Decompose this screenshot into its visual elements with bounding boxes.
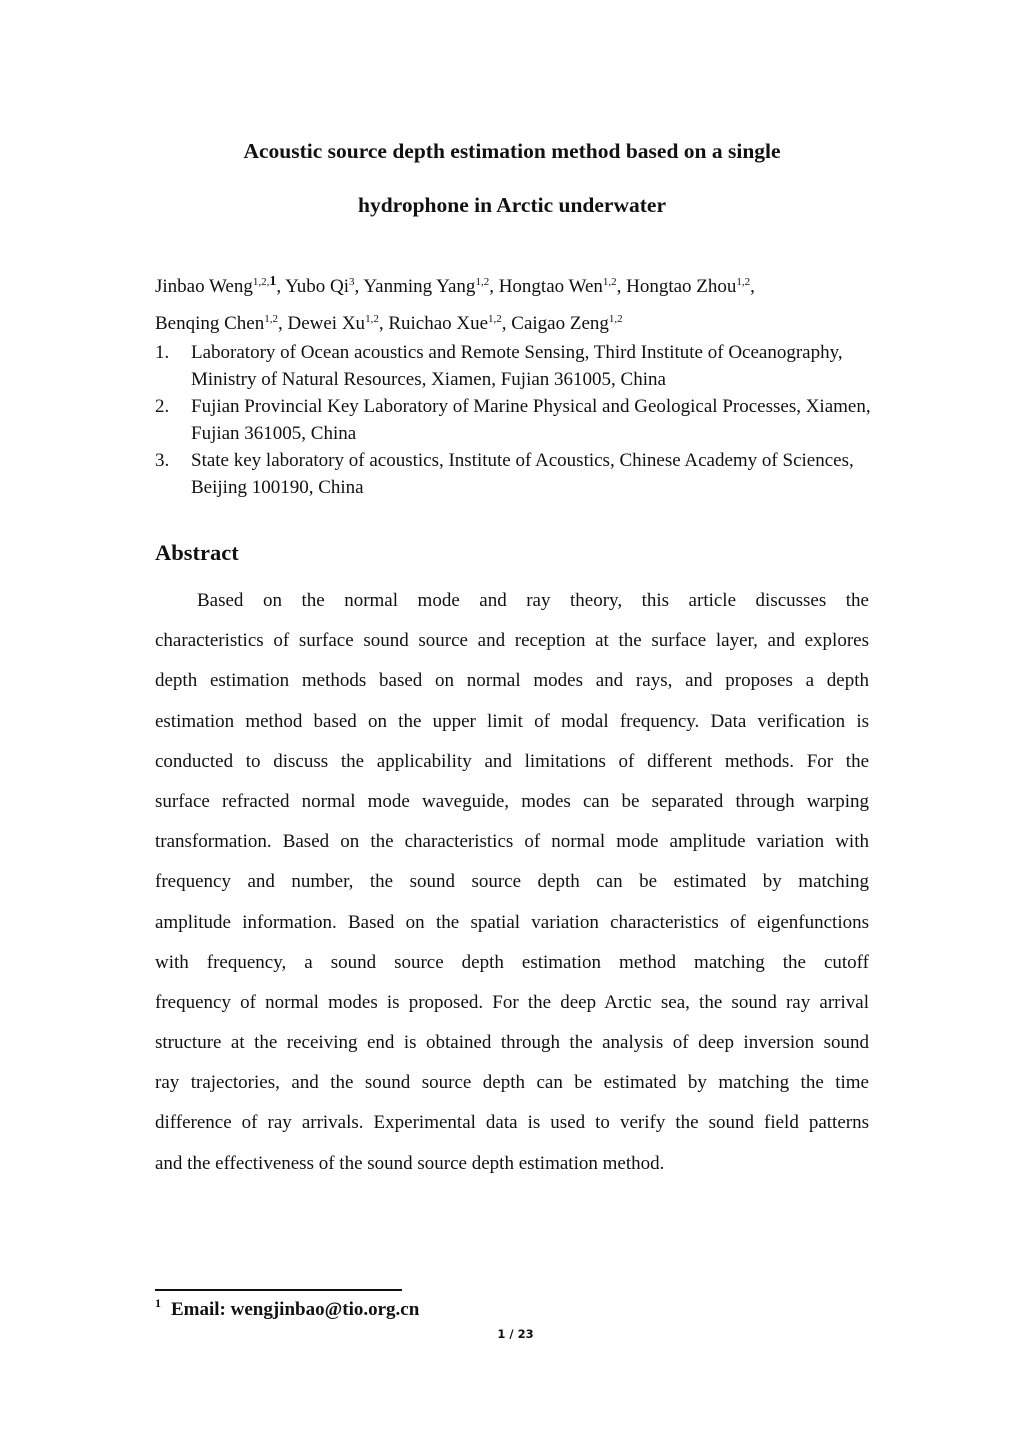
abstract-line: ray trajectories, and the sound source depth can be estimated by matching the time <box>155 1072 869 1094</box>
abstract-line: Based on the normal mode and ray theory, this article discusses the <box>197 590 869 611</box>
affiliation-number: 2. <box>155 396 170 417</box>
affiliation-text: Fujian Provincial Key Laboratory of Marine Physical and Geological Processes, Xiamen, Fujian 361005, China <box>191 396 871 444</box>
affiliation-number: 1. <box>155 342 170 363</box>
author-name: Dewei Xu <box>287 313 366 334</box>
author-affiliation-mark: 1,2 <box>488 313 502 325</box>
author-line-2 <box>155 313 623 335</box>
author-affiliation-mark: 1,2, <box>252 276 270 288</box>
author-affiliation-mark: 1,2 <box>475 276 490 288</box>
author-name: Benqing Chen <box>155 313 265 334</box>
affiliations-list <box>155 339 875 501</box>
author-separator: , <box>489 276 499 297</box>
footnote-divider <box>155 1289 402 1291</box>
author-line-1 <box>155 276 755 298</box>
author-affiliation-mark: 1,2 <box>264 313 278 325</box>
author-separator: , <box>354 276 364 297</box>
author-name: Caigao Zeng <box>511 313 609 334</box>
author-name: Ruichao Xue <box>388 313 489 334</box>
abstract-heading: Abstract <box>155 540 239 565</box>
author-name: Yanming Yang <box>363 276 476 297</box>
author-separator: , <box>616 276 627 297</box>
affiliation-item <box>155 393 875 447</box>
author-affiliation-mark: 1,2 <box>602 276 617 288</box>
footnote-mark: 1 <box>155 1296 161 1310</box>
affiliation-text: Laboratory of Ocean acoustics and Remote Sensing, Third Institute of Oceanography, Ministry of Natural Resources, Xiamen, Fujian 361005, China <box>191 342 843 390</box>
abstract-line: conducted to discuss the applicability and limitations of different methods. For the <box>155 750 869 772</box>
author-separator: , <box>378 313 389 334</box>
abstract-line: amplitude information. Based on the spatial variation characteristics of eigenfunctions <box>155 911 869 933</box>
author-affiliation-mark: 1,2 <box>736 276 751 288</box>
affiliation-item <box>155 447 875 501</box>
paper-title-line-2: hydrophone in Arctic underwater <box>358 193 666 217</box>
page-number: 1 / 23 <box>497 1327 534 1341</box>
affiliation-number: 3. <box>155 450 170 471</box>
footnote-email: Email: wengjinbao@tio.org.cn <box>171 1299 420 1320</box>
abstract-line: characteristics of surface sound source and reception at the surface layer, and explores <box>155 630 869 652</box>
author-affiliation-mark: 1,2 <box>608 313 623 325</box>
abstract-body <box>155 581 869 1184</box>
abstract-line: transformation. Based on the characteristics of normal mode amplitude variation with <box>155 831 869 853</box>
author-separator: , <box>501 313 512 334</box>
author-name: Hongtao Wen <box>498 276 603 297</box>
author-separator: , <box>750 276 755 297</box>
affiliation-item <box>155 339 875 393</box>
author-name: Hongtao Zhou <box>626 276 737 297</box>
abstract-line: surface refracted normal mode waveguide, modes can be separated through warping <box>155 790 869 812</box>
paper-title-line-1: Acoustic source depth estimation method based on a single <box>243 139 781 163</box>
footnote <box>155 1296 420 1321</box>
author-name: Jinbao Weng <box>155 276 253 297</box>
abstract-line: difference of ray arrivals. Experimental data is used to verify the sound field patterns <box>155 1112 869 1134</box>
author-footnote-mark: 1 <box>269 274 277 289</box>
author-separator: , <box>276 276 286 297</box>
abstract-line: estimation method based on the upper limit of modal frequency. Data verification is <box>155 710 869 732</box>
abstract-line: frequency of normal modes is proposed. For the deep Arctic sea, the sound ray arrival <box>155 991 869 1013</box>
affiliation-text: State key laboratory of acoustics, Institute of Acoustics, Chinese Academy of Sciences, Beijing 100190, China <box>191 450 854 498</box>
author-name: Yubo Qi <box>285 276 350 297</box>
abstract-line: and the effectiveness of the sound source depth estimation method. <box>155 1152 665 1174</box>
author-affiliation-mark: 3 <box>349 276 355 288</box>
abstract-line: structure at the receiving end is obtained through the analysis of deep inversion sound <box>155 1032 869 1054</box>
abstract-line: with frequency, a sound source depth estimation method matching the cutoff <box>155 951 869 973</box>
author-affiliation-mark: 1,2 <box>365 313 379 325</box>
abstract-line: depth estimation methods based on normal modes and rays, and proposes a depth <box>155 670 869 692</box>
abstract-line: frequency and number, the sound source depth can be estimated by matching <box>155 871 869 893</box>
author-separator: , <box>278 313 288 334</box>
